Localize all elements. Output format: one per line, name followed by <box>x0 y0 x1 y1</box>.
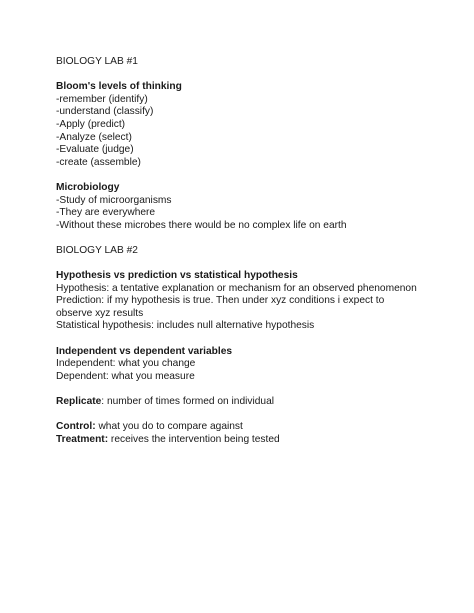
independent-variable: Independent: what you change <box>56 358 196 370</box>
blooms-item-analyze: -Analyze (select) <box>56 131 132 143</box>
document-page <box>56 56 456 446</box>
lab2-title: BIOLOGY LAB #2 <box>56 244 138 256</box>
blooms-heading: Bloom's levels of thinking <box>56 81 182 93</box>
blooms-item-evaluate: -Evaluate (judge) <box>56 144 134 156</box>
hypothesis-definition: Hypothesis: a tentative explanation or mechanism for an observed phenomenon <box>56 282 417 294</box>
blooms-item-create: -create (assemble) <box>56 156 141 168</box>
replicate-entry <box>56 396 456 409</box>
spacer <box>56 69 456 82</box>
variables-heading: Independent vs dependent variables <box>56 345 233 357</box>
treatment-term: Treatment: <box>56 433 109 445</box>
control-definition: what you do to compare against <box>95 421 243 433</box>
replicate-definition: : number of times formed on individual <box>101 396 275 408</box>
spacer <box>56 169 456 182</box>
hypothesis-heading: Hypothesis vs prediction vs statistical hypothesis <box>56 270 298 282</box>
microbiology-item: -Study of microorganisms <box>56 194 172 206</box>
blooms-item-understand: -understand (classify) <box>56 106 154 118</box>
control-entry <box>56 421 456 434</box>
blooms-item-remember: -remember (identify) <box>56 93 148 105</box>
lab1-title: BIOLOGY LAB #1 <box>56 56 138 67</box>
spacer <box>56 333 456 346</box>
dependent-variable: Dependent: what you measure <box>56 370 195 382</box>
control-term: Control: <box>56 421 96 433</box>
spacer <box>56 232 456 245</box>
spacer <box>56 409 456 422</box>
microbiology-item: -They are everywhere <box>56 207 156 219</box>
statistical-hypothesis-definition: Statistical hypothesis: includes null alternative hypothesis <box>56 320 315 332</box>
replicate-term: Replicate <box>56 396 102 408</box>
microbiology-item: -Without these microbes there would be no complex life on earth <box>56 219 347 231</box>
prediction-definition: Prediction: if my hypothesis is true. Then under xyz conditions i expect to observe xyz results <box>56 295 385 319</box>
blooms-item-apply: -Apply (predict) <box>56 118 126 130</box>
treatment-definition: receives the intervention being tested <box>108 433 280 445</box>
microbiology-heading: Microbiology <box>56 181 120 193</box>
spacer <box>56 383 456 396</box>
spacer <box>56 258 456 271</box>
treatment-entry <box>56 434 456 447</box>
